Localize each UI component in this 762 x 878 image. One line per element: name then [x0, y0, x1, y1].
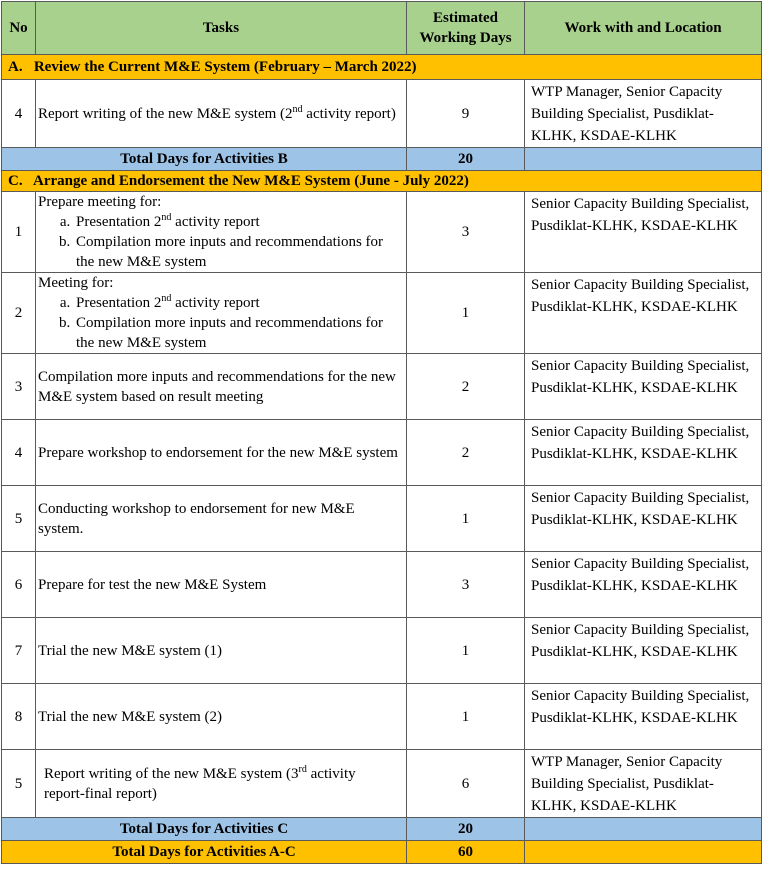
header-no: No: [2, 2, 36, 55]
row-days: 2: [407, 420, 525, 486]
row-location: Senior Capacity Building Specialist, Pusdiklat-KLHK, KSDAE-KLHK: [525, 192, 762, 273]
header-tasks: Tasks: [36, 2, 407, 55]
section-c-title: [2, 171, 762, 192]
section-c-label: C.: [8, 173, 23, 189]
section-c-title-text: Arrange and Endorsement the New M&E System (June - July 2022): [33, 173, 469, 189]
total-row-b: [2, 148, 762, 171]
row-task: Conducting workshop to endorsement for new M&E system.: [36, 486, 407, 552]
row-no: 2: [2, 273, 36, 354]
row-location: Senior Capacity Building Specialist, Pusdiklat-KLHK, KSDAE-KLHK: [525, 552, 762, 618]
total-row-c: [2, 818, 762, 841]
row-days: 9: [407, 80, 525, 148]
list-item: b. Compilation more inputs and recommendations for the new M&E system: [74, 232, 400, 272]
row-days: 1: [407, 273, 525, 354]
item-text: Presentation 2: [76, 214, 162, 230]
row-task: Compilation more inputs and recommendations for the new M&E system based on result meeting: [36, 354, 407, 420]
list-item: [74, 293, 400, 313]
row-location: Senior Capacity Building Specialist, Pusdiklat-KLHK, KSDAE-KLHK: [525, 486, 762, 552]
table-row: [2, 618, 762, 684]
table-row: [2, 684, 762, 750]
item-text-end: activity report: [171, 295, 260, 311]
task-text-end: activity report): [302, 105, 396, 122]
row-task: [36, 192, 407, 273]
table-row: [2, 552, 762, 618]
total-b-label: Total Days for Activities B: [2, 148, 407, 171]
row-no: 6: [2, 552, 36, 618]
row-location: WTP Manager, Senior Capacity Building Specialist, Pusdiklat-KLHK, KSDAE-KLHK: [525, 80, 762, 148]
row-no: 5: [2, 750, 36, 818]
row-task: [36, 750, 407, 818]
task-sublist: [38, 293, 400, 353]
task-text: Report writing of the new M&E system (2: [38, 105, 293, 122]
row-no: 1: [2, 192, 36, 273]
row-location: WTP Manager, Senior Capacity Building Specialist, Pusdiklat-KLHK, KSDAE-KLHK: [525, 750, 762, 818]
grand-total-empty: [525, 841, 762, 864]
row-days: 1: [407, 684, 525, 750]
section-a-title-text: Review the Current M&E System (February – March 2022): [33, 59, 417, 75]
task-sup: rd: [298, 763, 307, 775]
row-task: Trial the new M&E system (2): [36, 684, 407, 750]
row-location: Senior Capacity Building Specialist, Pusdiklat-KLHK, KSDAE-KLHK: [525, 420, 762, 486]
row-days: 6: [407, 750, 525, 818]
row-no: 5: [2, 486, 36, 552]
total-c-label: Total Days for Activities C: [2, 818, 407, 841]
table-row: [2, 420, 762, 486]
item-text-end: activity report: [171, 214, 260, 230]
header-days: Estimated Working Days: [407, 2, 525, 55]
row-no: 3: [2, 354, 36, 420]
row-task: Prepare workshop to endorsement for the new M&E system: [36, 420, 407, 486]
total-c-empty: [525, 818, 762, 841]
row-location: Senior Capacity Building Specialist, Pusdiklat-KLHK, KSDAE-KLHK: [525, 273, 762, 354]
list-item: b. Compilation more inputs and recommendations for the new M&E system: [74, 313, 400, 353]
row-days: 2: [407, 354, 525, 420]
row-days: 1: [407, 618, 525, 684]
row-days: 1: [407, 486, 525, 552]
table-row: [2, 354, 762, 420]
section-a-label: A.: [8, 59, 23, 75]
row-task: [36, 273, 407, 354]
table-row: [2, 486, 762, 552]
total-c-days: 20: [407, 818, 525, 841]
row-task: [36, 80, 407, 148]
task-sup: nd: [292, 103, 303, 115]
item-sup: nd: [161, 212, 172, 223]
table-row: [2, 273, 762, 354]
section-a-title: [2, 55, 762, 80]
item-text: Presentation 2: [76, 295, 162, 311]
row-days: 3: [407, 552, 525, 618]
list-item: [74, 212, 400, 232]
section-a-header: [2, 55, 762, 80]
total-b-days: 20: [407, 148, 525, 171]
row-task: Trial the new M&E system (1): [36, 618, 407, 684]
table-row: [2, 80, 762, 148]
row-location: Senior Capacity Building Specialist, Pusdiklat-KLHK, KSDAE-KLHK: [525, 354, 762, 420]
row-days: 3: [407, 192, 525, 273]
grand-total-days: 60: [407, 841, 525, 864]
grand-total-row: [2, 841, 762, 864]
task-text: Report writing of the new M&E system (3: [44, 765, 299, 782]
item-sup: nd: [161, 293, 172, 304]
task-intro: Prepare meeting for:: [38, 194, 162, 210]
table-row: [2, 750, 762, 818]
row-no: 8: [2, 684, 36, 750]
grand-total-label: Total Days for Activities A-C: [2, 841, 407, 864]
row-no: 4: [2, 420, 36, 486]
task-text-end: activity report-final report): [44, 765, 356, 802]
row-location: Senior Capacity Building Specialist, Pusdiklat-KLHK, KSDAE-KLHK: [525, 618, 762, 684]
total-b-empty: [525, 148, 762, 171]
row-no: 7: [2, 618, 36, 684]
row-task: Prepare for test the new M&E System: [36, 552, 407, 618]
task-sublist: [38, 212, 400, 272]
section-c-header: [2, 171, 762, 192]
activity-schedule-table: [1, 1, 762, 864]
row-location: Senior Capacity Building Specialist, Pusdiklat-KLHK, KSDAE-KLHK: [525, 684, 762, 750]
row-no: 4: [2, 80, 36, 148]
task-intro: Meeting for:: [38, 275, 114, 291]
header-work-location: Work with and Location: [525, 2, 762, 55]
table-header-row: [2, 2, 762, 55]
table-row: [2, 192, 762, 273]
